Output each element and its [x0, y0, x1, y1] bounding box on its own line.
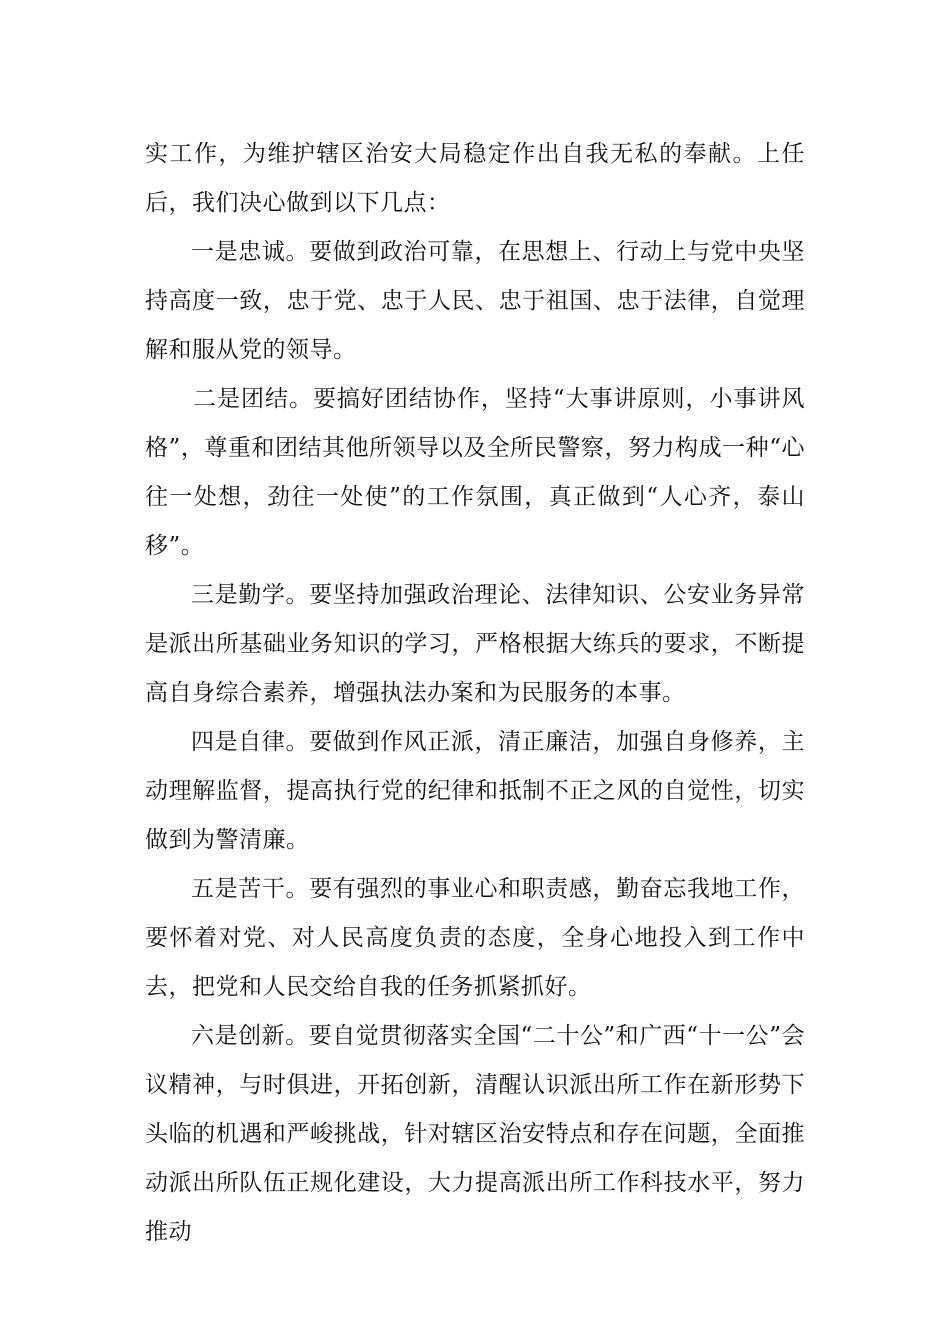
paragraph-self-discipline: 四是自律。要做到作风正派，清正廉洁，加强自身修养，主动理解监督，提高执行党的纪律和抵制不正之风的自觉性，切实做到为警清廉。 [145, 729, 805, 853]
document-body [145, 130, 805, 1257]
paragraph-diligent-study: 三是勤学。要坚持加强政治理论、法律知识、公安业务异常是派出所基础业务知识的学习，严格根据大练兵的要求，不断提高自身综合素养，增强执法办案和为民服务的本事。 [145, 582, 805, 706]
paragraph-loyalty: 一是忠诚。要做到政治可靠，在思想上、行动上与党中央坚持高度一致，忠于党、忠于人民、忠于祖国、忠于法律，自觉理解和服从党的领导。 [145, 239, 805, 363]
paragraph-continuation: 实工作，为维护辖区治安大局稳定作出自我无私的奉献。上任后，我们决心做到以下几点： [145, 141, 805, 216]
paragraph-unity: 二是团结。要搞好团结协作，坚持“大事讲原则，小事讲风格”，尊重和团结其他所领导以及全所民警察，努力构成一种“心往一处想，劲往一处使”的工作氛围，真正做到“人心齐，泰山移”。 [145, 386, 805, 559]
paragraph-hard-work: 五是苦干。要有强烈的事业心和职责感，勤奋忘我地工作，要怀着对党、对人民高度负责的态度，全身心地投入到工作中去，把党和人民交给自我的任务抓紧抓好。 [145, 876, 805, 1000]
paragraph-innovation: 六是创新。要自觉贯彻落实全国“二十公”和广西“十一公”会议精神，与时俱进，开拓创新，清醒认识派出所工作在新形势下头临的机遇和严峻挑战，针对辖区治安特点和存在问题，全面推动派出所队伍正规化建设，大力提高派出所工作科技水平，努力推动 [145, 1023, 805, 1245]
